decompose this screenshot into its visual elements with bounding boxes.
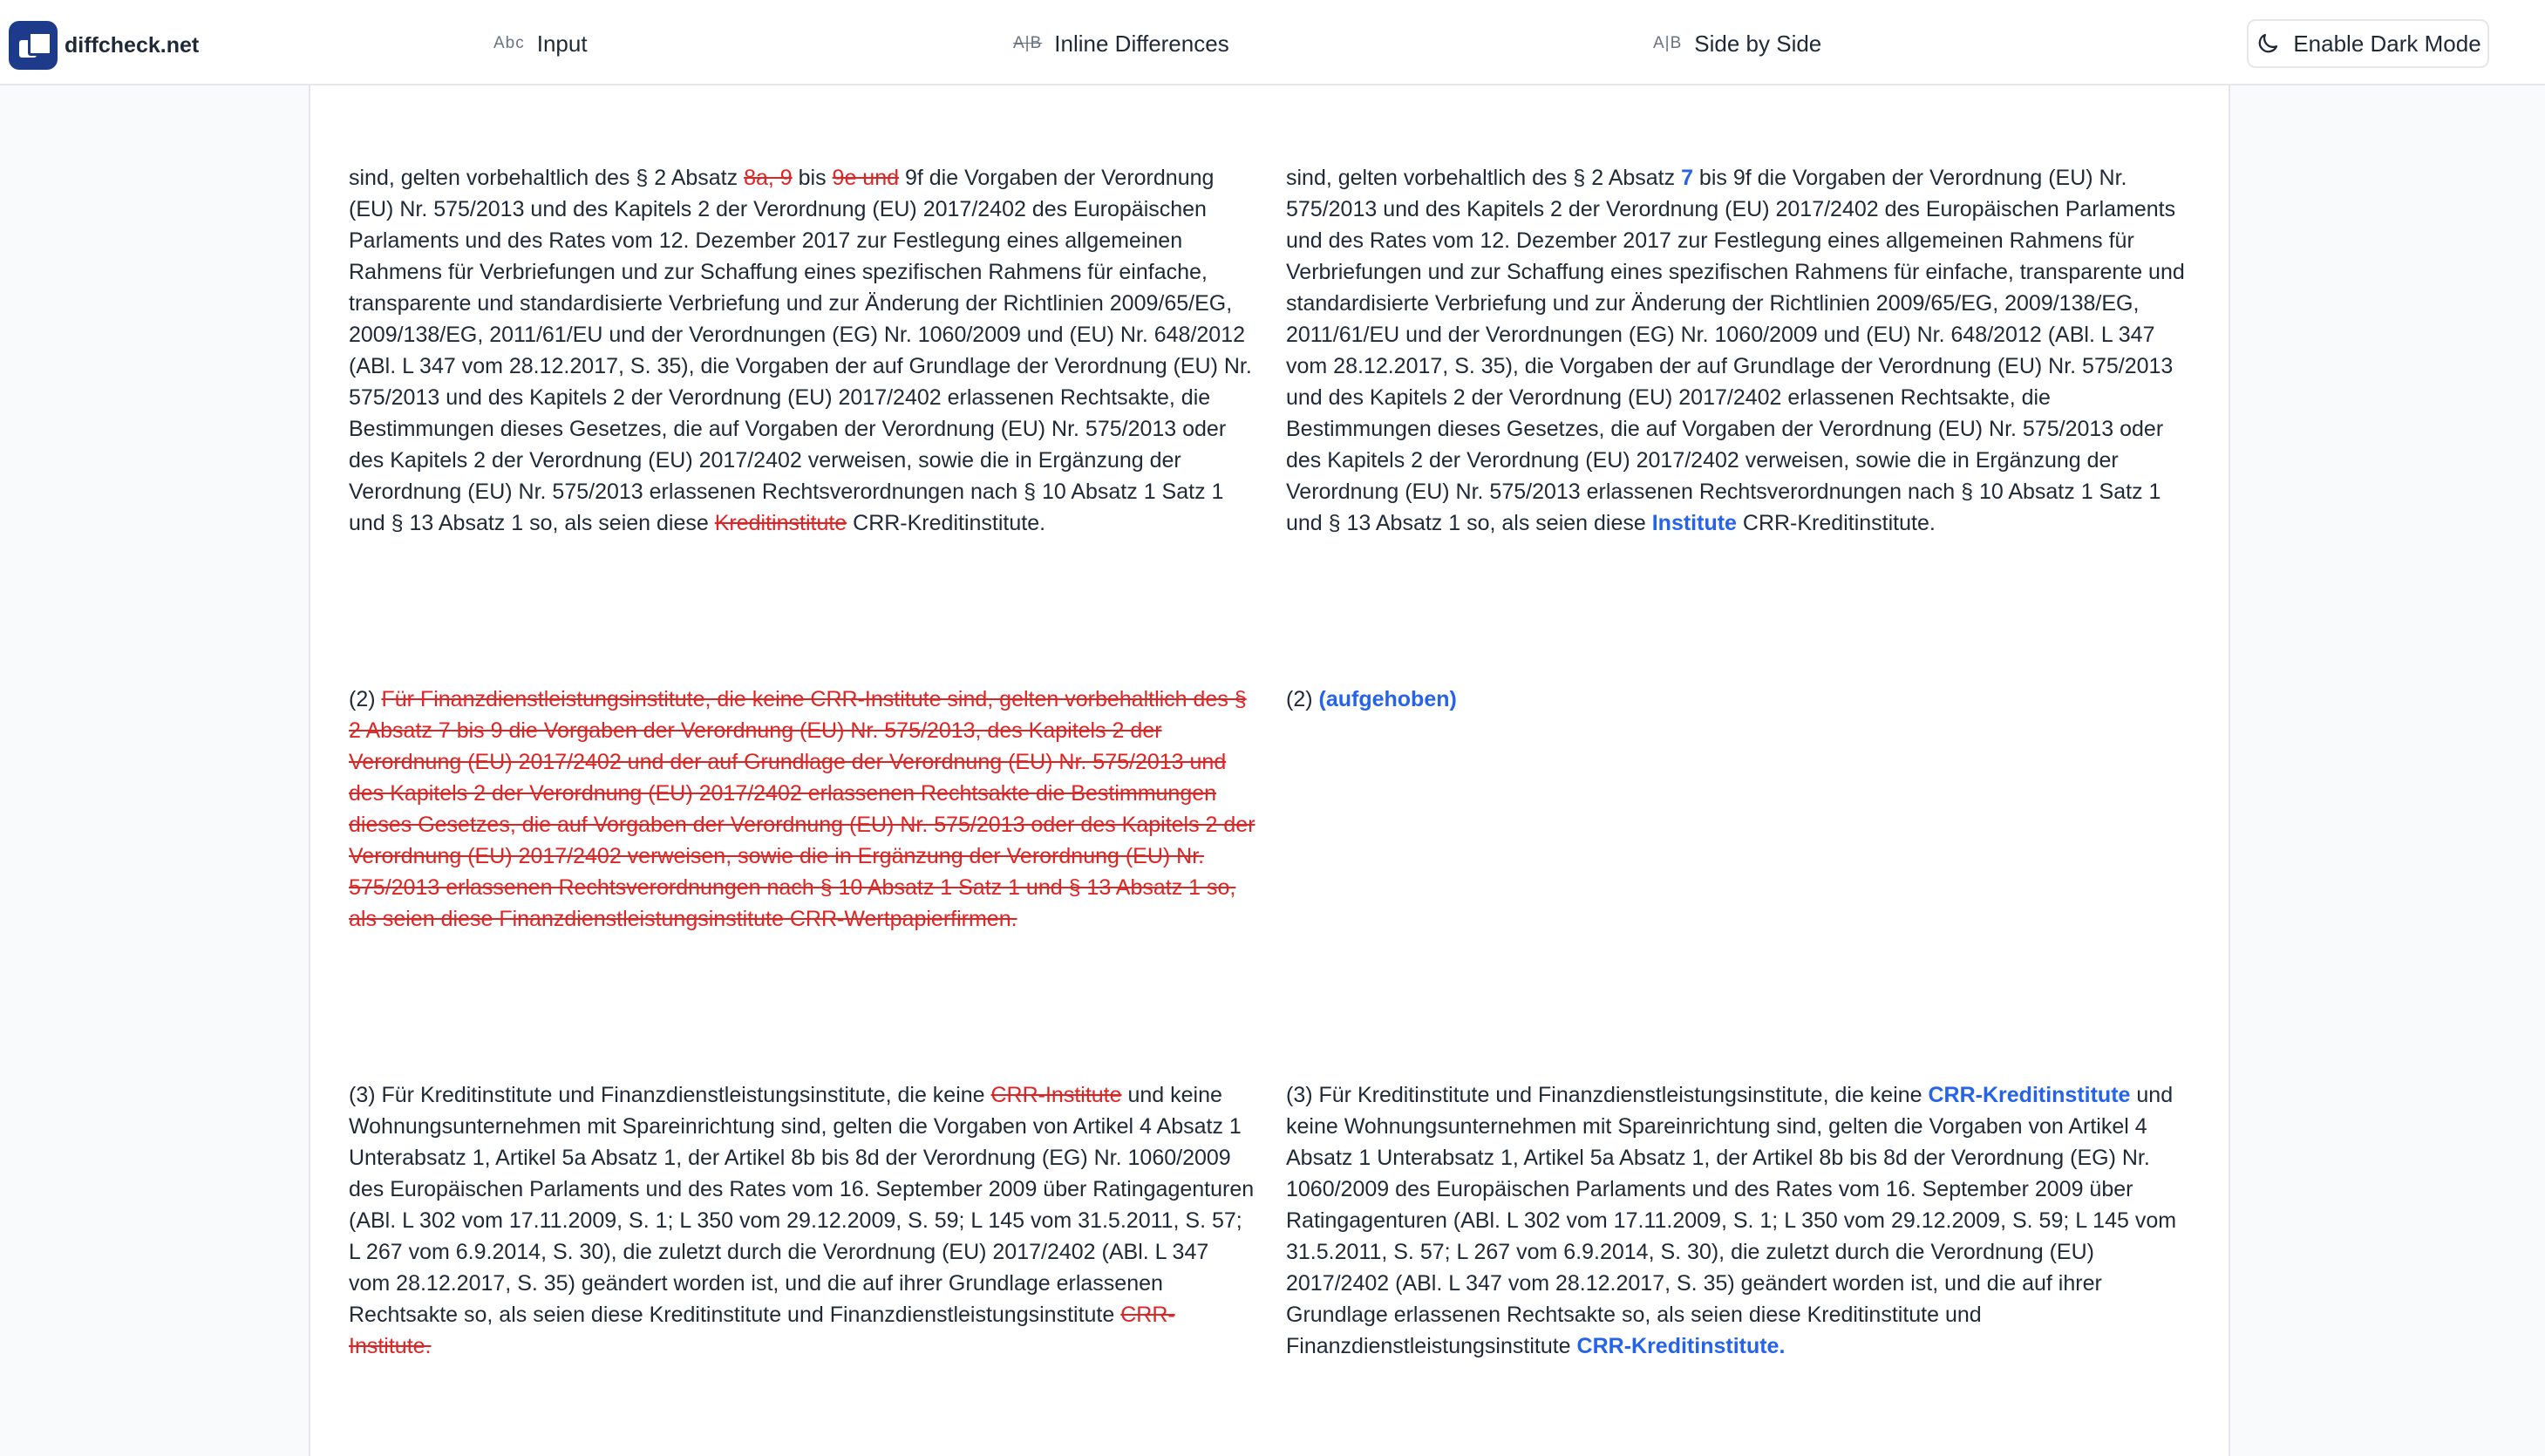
- abc-icon: Abc: [493, 34, 525, 52]
- text: bis 9f die Vorgaben der Verordnung (EU) Nr. 575/2013 und des Kapitels 2 der Verordnung (EU) 2017/2402 des Europäischen Parlaments und des Rates vom 12. Dezember 2017 zur Festlegung eines allgemeinen Rahmens für Verbriefungen und zur Schaffung eines spezifischen Rahmens für einfache, transparente und standardisierte Verbriefung und zur Änderung der Richtlinien 2009/65/EG, 2009/138/EG, 2011/61/EU und der Verordnungen (EG) Nr. 1060/2009 und (EU) Nr. 648/2012 (ABl. L 347 vom 28.12.2017, S. 35), die Vorgaben der auf Grundlage der Verordnung (EU) Nr. 575/2013 und des Kapitels 2 der Verordnung (EU) 2017/2402 erlassenen Rechtsakte, die Bestimmungen dieses Gesetzes, die auf Vorgaben der Verordnung (EU) Nr. 575/2013 oder des Kapitels 2 der Verordnung (EU) 2017/2402 verweisen, sowie die in Ergänzung der Verordnung (EU) Nr. 575/2013 erlassenen Rechtsverordnungen nach § 10 Absatz 1 Satz 1 und § 13 Absatz 1 so, als seien diese: [1286, 166, 2185, 535]
- nav-inline-label: Inline Differences: [1054, 30, 1229, 57]
- left-paragraph-2: [349, 684, 1255, 935]
- enable-dark-mode-button[interactable]: [2247, 19, 2489, 68]
- inserted-text: 7: [1681, 166, 1693, 190]
- brand-logo[interactable]: [9, 19, 199, 71]
- brand-name: diffcheck.net: [65, 32, 200, 58]
- diff-panel: [309, 85, 2230, 1456]
- text: und keine Wohnungsunternehmen mit Spareinrichtung sind, gelten die Vorgaben von Artikel 4 Absatz 1 Unterabsatz 1, Artikel 5a Absatz 1, der Artikel 8b bis 8d der Verordnung (EG) Nr. 1060/2009 des Europäischen Parlaments und des Rates vom 16. September 2009 über Ratingagenturen (ABl. L 302 vom 17.11.2009, S. 1; L 350 vom 29.12.2009, S. 59; L 145 vom 31.5.2011, S. 57; L 267 vom 6.9.2014, S. 30), die zuletzt durch die Verordnung (EU) 2017/2402 (ABl. L 347 vom 28.12.2017, S. 35) geändert worden ist, und die auf ihrer Grundlage erlassenen Rechtsakte so, als seien diese Kreditinstitute und Finanzdienstleistungsinstitute: [349, 1083, 1255, 1327]
- text: bis: [792, 166, 833, 190]
- deleted-text: CRR-Institute.: [349, 1303, 1175, 1358]
- side-by-side-icon: A|B: [1653, 34, 1683, 52]
- moon-icon: [2255, 31, 2281, 57]
- text: sind, gelten vorbehaltlich des § 2 Absatz: [349, 166, 745, 190]
- text: CRR-Kreditinstitute.: [847, 511, 1046, 535]
- nav-inline-differences[interactable]: [1013, 24, 1229, 63]
- nav-side-label: Side by Side: [1694, 30, 1822, 57]
- text: (3) Für Kreditinstitute und Finanzdienstleistungsinstitute, die keine: [1286, 1083, 1929, 1107]
- right-paragraph-2: [1286, 684, 2193, 715]
- inserted-text: CRR-Kreditinstitute.: [1576, 1334, 1786, 1358]
- left-paragraph-3: [349, 1079, 1255, 1362]
- deleted-text: Für Finanzdienstleistungsinstitute, die keine CRR-Institute sind, gelten vorbehaltlich des § 2 Absatz 7 bis 9 die Vorgaben der Verordnung (EU) Nr. 575/2013, des Kapitels 2 der Verordnung (EU) 2017/2402 und der auf Grundlage der Verordnung (EU) Nr. 575/2013 und des Kapitels 2 der Verordnung (EU) 2017/2402 erlassenen Rechtsakte die Bestimmungen dieses Gesetzes, die auf Vorgaben der Verordnung (EU) Nr. 575/2013 oder des Kapitels 2 der Verordnung (EU) 2017/2402 verweisen, sowie die in Ergänzung der Verordnung (EU) Nr. 575/2013 erlassenen Rechtsverordnungen nach § 10 Absatz 1 Satz 1 und § 13 Absatz 1 so, als seien diese Finanzdienstleistungsinstitute CRR-Wertpapierfirmen.: [349, 687, 1255, 931]
- right-paragraph-3: [1286, 1079, 2193, 1362]
- deleted-text: CRR-Institute: [990, 1083, 1122, 1107]
- right-paragraph-1: [1286, 162, 2193, 539]
- deleted-text: 8a, 9: [744, 166, 793, 190]
- text: 9f die Vorgaben der Verordnung (EU) Nr. 575/2013 und des Kapitels 2 der Verordnung (EU) 2017/2402 des Europäischen Parlaments und des Rates vom 12. Dezember 2017 zur Festlegung eines allgemeinen Rahmens für Verbriefungen und zur Schaffung eines spezifischen Rahmens für einfache, transparente und standardisierte Verbriefung und zur Änderung der Richtlinien 2009/65/EG, 2009/138/EG, 2011/61/EU und der Verordnungen (EG) Nr. 1060/2009 und (EU) Nr. 648/2012 (ABl. L 347 vom 28.12.2017, S. 35), die Vorgaben der auf Grundlage der Verordnung (EU) Nr. 575/2013 und des Kapitels 2 der Verordnung (EU) 2017/2402 erlassenen Rechtsakte, die Bestimmungen dieses Gesetzes, die auf Vorgaben der Verordnung (EU) Nr. 575/2013 oder des Kapitels 2 der Verordnung (EU) 2017/2402 verweisen, sowie die in Ergänzung der Verordnung (EU) Nr. 575/2013 erlassenen Rechtsverordnungen nach § 10 Absatz 1 Satz 1 und § 13 Absatz 1 so, als seien diese: [349, 166, 1252, 535]
- nav-side-by-side[interactable]: [1653, 24, 1821, 63]
- text: (2): [349, 687, 382, 711]
- deleted-text: Kreditinstitute: [714, 511, 847, 535]
- text: CRR-Kreditinstitute.: [1736, 511, 1936, 535]
- deleted-text: 9e und: [832, 166, 900, 190]
- text: (3) Für Kreditinstitute und Finanzdienstleistungsinstitute, die keine: [349, 1083, 991, 1107]
- text: sind, gelten vorbehaltlich des § 2 Absatz: [1286, 166, 1682, 190]
- text: und keine Wohnungsunternehmen mit Spareinrichtung sind, gelten die Vorgaben von Artikel 4 Absatz 1 Unterabsatz 1, Artikel 5a Absatz 1, der Artikel 8b bis 8d der Verordnung (EG) Nr. 1060/2009 des Europäischen Parlaments und des Rates vom 16. September 2009 über Ratingagenturen (ABl. L 302 vom 17.11.2009, S. 1; L 350 vom 29.12.2009, S. 59; L 145 vom 31.5.2011, S. 57; L 267 vom 6.9.2014, S. 30), die zuletzt durch die Verordnung (EU) 2017/2402 (ABl. L 347 vom 28.12.2017, S. 35) geändert worden ist, und die auf ihrer Grundlage erlassenen Rechtsakte so, als seien diese Kreditinstitute und Finanzdienstleistungsinstitute: [1286, 1083, 2177, 1358]
- text: (2): [1286, 687, 1319, 711]
- nav-input-label: Input: [536, 30, 588, 57]
- nav-input[interactable]: [493, 24, 588, 63]
- dark-mode-label: Enable Dark Mode: [2293, 30, 2481, 57]
- top-navigation-bar: [0, 0, 2545, 85]
- inserted-text: (aufgehoben): [1318, 687, 1457, 711]
- inserted-text: Institute: [1651, 511, 1737, 535]
- inserted-text: CRR-Kreditinstitute: [1928, 1083, 2131, 1107]
- inline-diff-icon: A|B: [1013, 34, 1043, 52]
- logo-icon: [9, 21, 58, 70]
- left-paragraph-1: [349, 162, 1255, 539]
